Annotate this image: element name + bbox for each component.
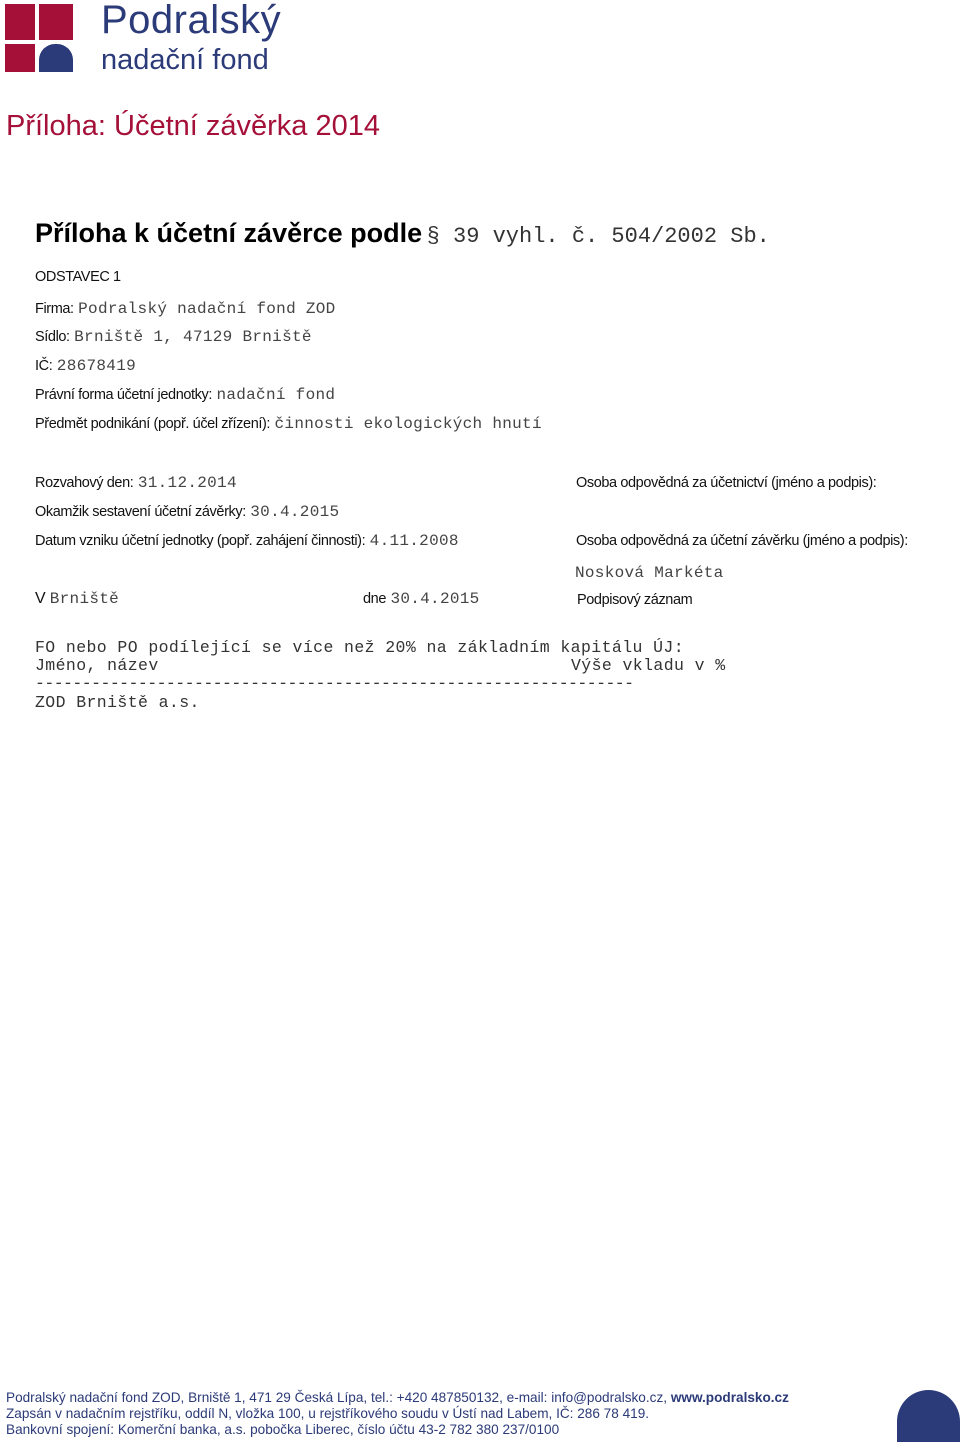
podpis-label: Podpisový záznam <box>577 592 693 608</box>
footer-registry-line: Zapsán v nadačním rejstříku, oddíl N, vložka 100, u rejstříkového soudu v Ústí nad Labem, IČ: 286 78 419. <box>6 1406 650 1422</box>
heading-law-reference: § 39 vyhl. č. 504/2002 Sb. <box>426 224 770 249</box>
osoba-jmeno: Nosková Markéta <box>575 564 724 582</box>
footer-bank-line: Bankovní spojení: Komerční banka, a.s. pobočka Liberec, číslo účtu 43-2 782 380 237/0100 <box>6 1422 560 1438</box>
logo-mark-icon <box>5 4 73 72</box>
misto-row: V Brniště <box>35 590 120 608</box>
shareholders-heading: FO nebo PO podílející se více než 20% na základním kapitálu ÚJ: <box>35 638 685 657</box>
logo-name: Podralský <box>101 0 282 42</box>
column-name-header: Jméno, název <box>35 656 159 675</box>
dne-row: dne 30.4.2015 <box>363 590 480 608</box>
ic-row: IČ: 28678419 <box>35 357 137 375</box>
footer <box>6 1390 789 1439</box>
logo <box>5 0 282 76</box>
footer-contact-line: Podralský nadační fond ZOD, Brniště 1, 471 29 Česká Lípa, tel.: +420 487850132, e-mail: info@podralsko.cz, www.podralsko.cz <box>6 1390 789 1405</box>
page-title: Příloha: Účetní závěrka 2014 <box>6 110 380 142</box>
osoba-zaverka-label: Osoba odpovědná za účetní závěrku (jméno a podpis): <box>576 533 908 549</box>
section-label: ODSTAVEC 1 <box>35 269 121 285</box>
predmet-row: Předmět podnikání (popř. účel zřízení): činnosti ekologických hnutí <box>35 415 542 433</box>
rozvahovy-den-row: Rozvahový den: 31.12.2014 <box>35 474 237 492</box>
heading-bold: Příloha k účetní závěrce podle <box>35 218 423 248</box>
logo-subtitle: nadační fond <box>101 44 269 76</box>
osoba-ucetnictvi-label: Osoba odpovědná za účetnictví (jméno a podpis): <box>576 475 877 491</box>
website-link[interactable]: www.podralsko.cz <box>670 1390 789 1405</box>
okamzik-row: Okamžik sestavení účetní závěrky: 30.4.2015 <box>35 503 340 521</box>
sidlo-row: Sídlo: Brniště 1, 47129 Brniště <box>35 328 312 346</box>
column-vklad-header: Výše vkladu v % <box>571 656 726 675</box>
datum-vzniku-row: Datum vzniku účetní jednotky (popř. zahájení činnosti): 4.11.2008 <box>35 532 459 550</box>
table-separator: ---------------------------------------------------------------- <box>35 674 634 693</box>
document-heading <box>35 218 770 249</box>
pravni-forma-row: Právní forma účetní jednotky: nadační fond <box>35 386 336 404</box>
footer-logo-icon <box>897 1390 960 1442</box>
firma-row: Firma: Podralský nadační fond ZOD <box>35 300 336 318</box>
table-row: ZOD Brniště a.s. <box>35 693 200 712</box>
